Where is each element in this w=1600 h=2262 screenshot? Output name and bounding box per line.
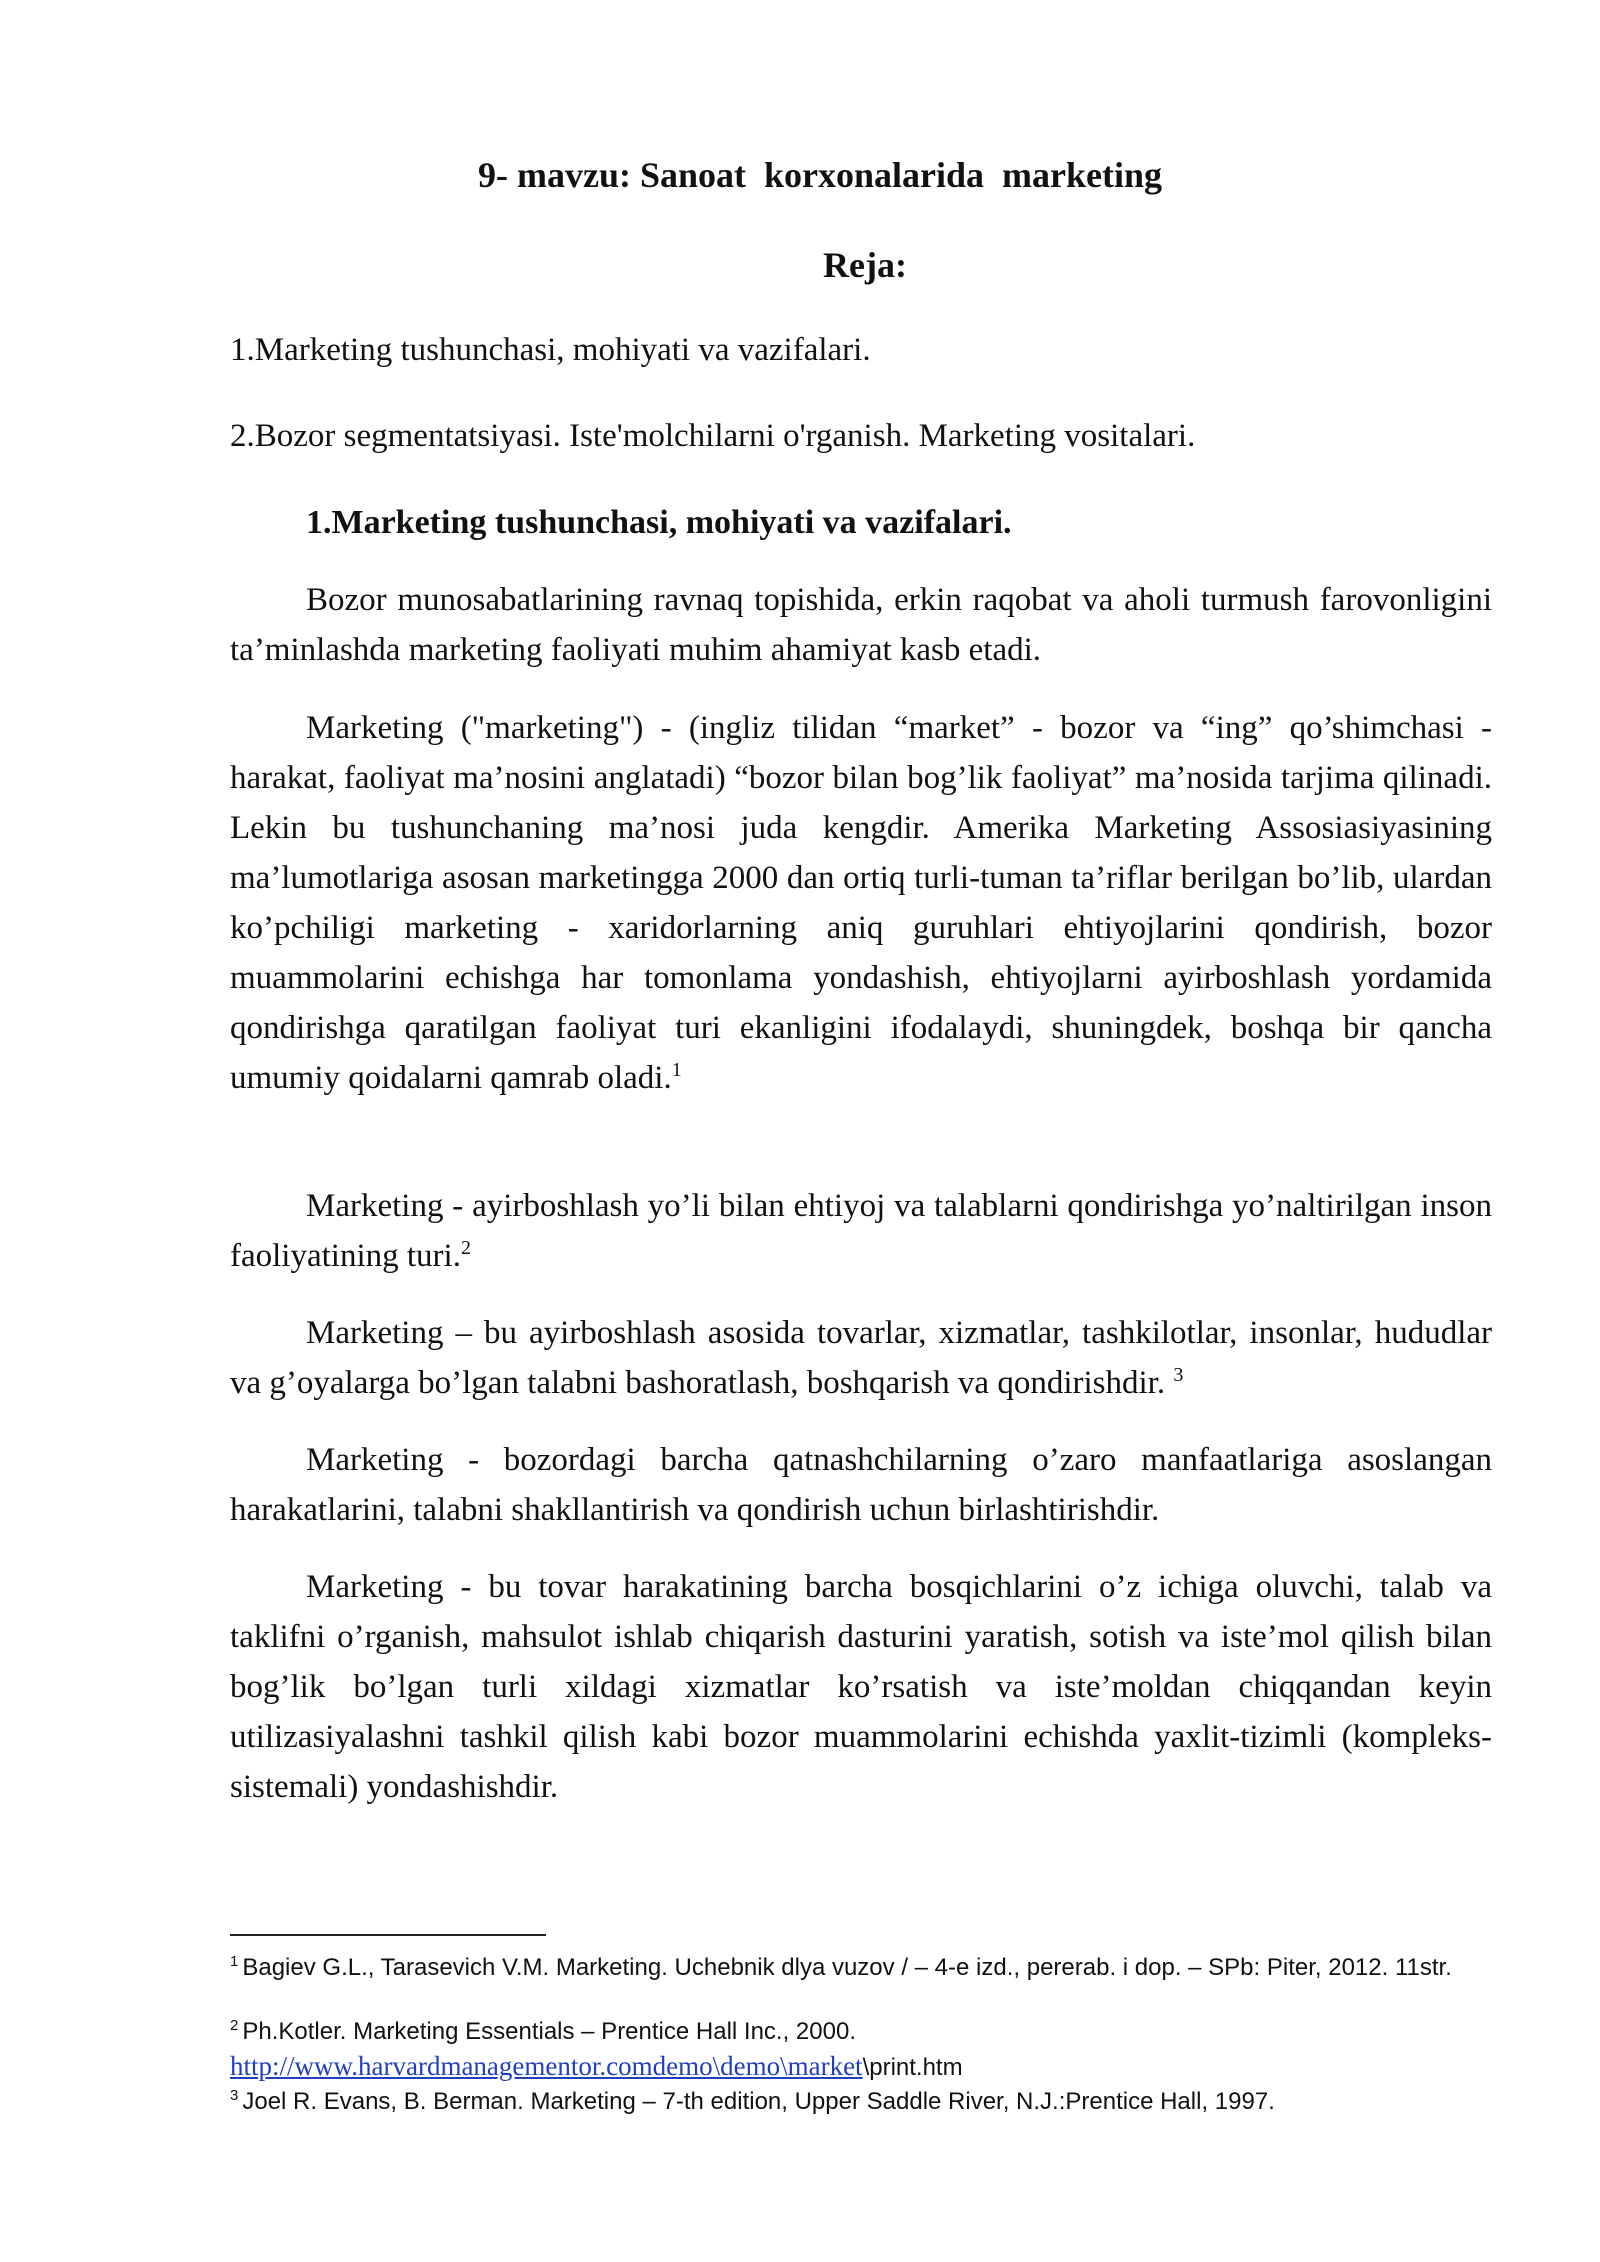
- footnote-1: [230, 1950, 1570, 1985]
- footnote-text: Joel R. Evans, B. Berman. Marketing – 7-th edition, Upper Saddle River, N.J.:Prentice Hall, 1997.: [242, 2088, 1275, 2115]
- paragraph-4: [230, 1308, 1492, 1408]
- footnote-separator: [230, 1934, 546, 1936]
- paragraph-text: Marketing – bu ayirboshlash asosida tovarlar, xizmatlar, tashkilotlar, insonlar, hududlar va g’oyalarga bo’lgan talabni bashoratlash, boshqarish va qondirishdir.: [230, 1315, 1492, 1401]
- plan-item-1: 1.Marketing tushunchasi, mohiyati va vazifalari.: [230, 332, 871, 368]
- footnote-link-suffix: \print.htm: [862, 2054, 963, 2081]
- footnote-ref-1[interactable]: 1: [671, 1059, 682, 1081]
- paragraph-text: Marketing - bozordagi barcha qatnashchilarning o’zaro manfaatlariga asoslangan harakatlarini, talabni shakllantirish va qondirish uchun birlashtirishdir.: [230, 1442, 1492, 1528]
- paragraph-1: [230, 575, 1492, 675]
- footnote-text: Bagiev G.L., Tarasevich V.M. Marketing. Uchebnik dlya vuzov / – 4-e izd., pererab. i dop. – SPb: Piter, 2012. 11str.: [242, 1954, 1452, 1981]
- paragraph-5: [230, 1435, 1492, 1535]
- footnote-number: 1: [230, 1953, 239, 1970]
- paragraph-text: Marketing - bu tovar harakatining barcha bosqichlarini o’z ichiga oluvchi, talab va taklifni o’rganish, mahsulot ishlab chiqarish dasturini yaratish, sotish va iste’mol qilish bilan bog’lik bo’lgan turli xildagi xizmatlar ko’rsatish va iste’moldan chiqqandan keyin utilizasiyalashni tashkil qilish kabi bozor muammolarini echishda yaxlit-tizimli (kompleks-sistemali) yondashishdir.: [230, 1569, 1492, 1805]
- footnote-link[interactable]: http://www.harvardmanagementor.comdemo\demo\market: [230, 2051, 863, 2081]
- footnote-2: [230, 2014, 1570, 2085]
- plan-item-2: 2.Bozor segmentatsiyasi. Iste'molchilarni o'rganish. Marketing vositalari.: [230, 418, 1196, 454]
- page-title: 9- mavzu: Sanoat korxonalarida marketing: [478, 155, 1162, 195]
- paragraph-2: [230, 703, 1492, 1103]
- footnote-ref-2[interactable]: 2: [460, 1237, 471, 1259]
- footnote-3: [230, 2084, 1570, 2119]
- paragraph-3: [230, 1181, 1492, 1281]
- paragraph-text: Bozor munosabatlarining ravnaq topishida, erkin raqobat va aholi turmush farovonligini ta’minlashda marketing faoliyati muhim ahamiyat kasb etadi.: [230, 582, 1492, 668]
- footnote-text: Ph.Kotler. Marketing Essentials – Prentice Hall Inc., 2000.: [242, 2018, 856, 2045]
- footnote-number: 3: [230, 2087, 239, 2104]
- footnote-ref-3[interactable]: 3: [1173, 1364, 1184, 1386]
- section-heading: 1.Marketing tushunchasi, mohiyati va vazifalari.: [306, 504, 1012, 541]
- paragraph-text: Marketing ("marketing") - (ingliz tilidan “market” - bozor va “ing” qo’shimchasi - harakat, faoliyat ma’nosini anglatadi) “bozor bilan bog’lik faoliyat” ma’nosida tarjima qilinadi. Lekin bu tushunchaning ma’nosi juda kengdir. Amerika Marketing Assosiasiyasining ma’lumotlariga asosan marketingga 2000 dan ortiq turli-tuman ta’riflar berilgan bo’lib, ulardan ko’pchiligi marketing - xaridorlarning aniq guruhlari ehtiyojlarini qondirish, bozor muammolarini echishga har tomonlama yondashish, ehtiyojlarni ayirboshlash yordamida qondirishga qaratilgan faoliyat turi ekanligini ifodalaydi, shuningdek, boshqa bir qancha umumiy qoidalarni qamrab oladi.: [230, 710, 1492, 1096]
- paragraph-6: [230, 1562, 1492, 1812]
- footnote-number: 2: [230, 2017, 239, 2034]
- paragraph-text: Marketing - ayirboshlash yo’li bilan ehtiyoj va talablarni qondirishga yo’naltirilgan inson faoliyatining turi.: [230, 1188, 1492, 1274]
- plan-heading: Reja:: [823, 245, 907, 285]
